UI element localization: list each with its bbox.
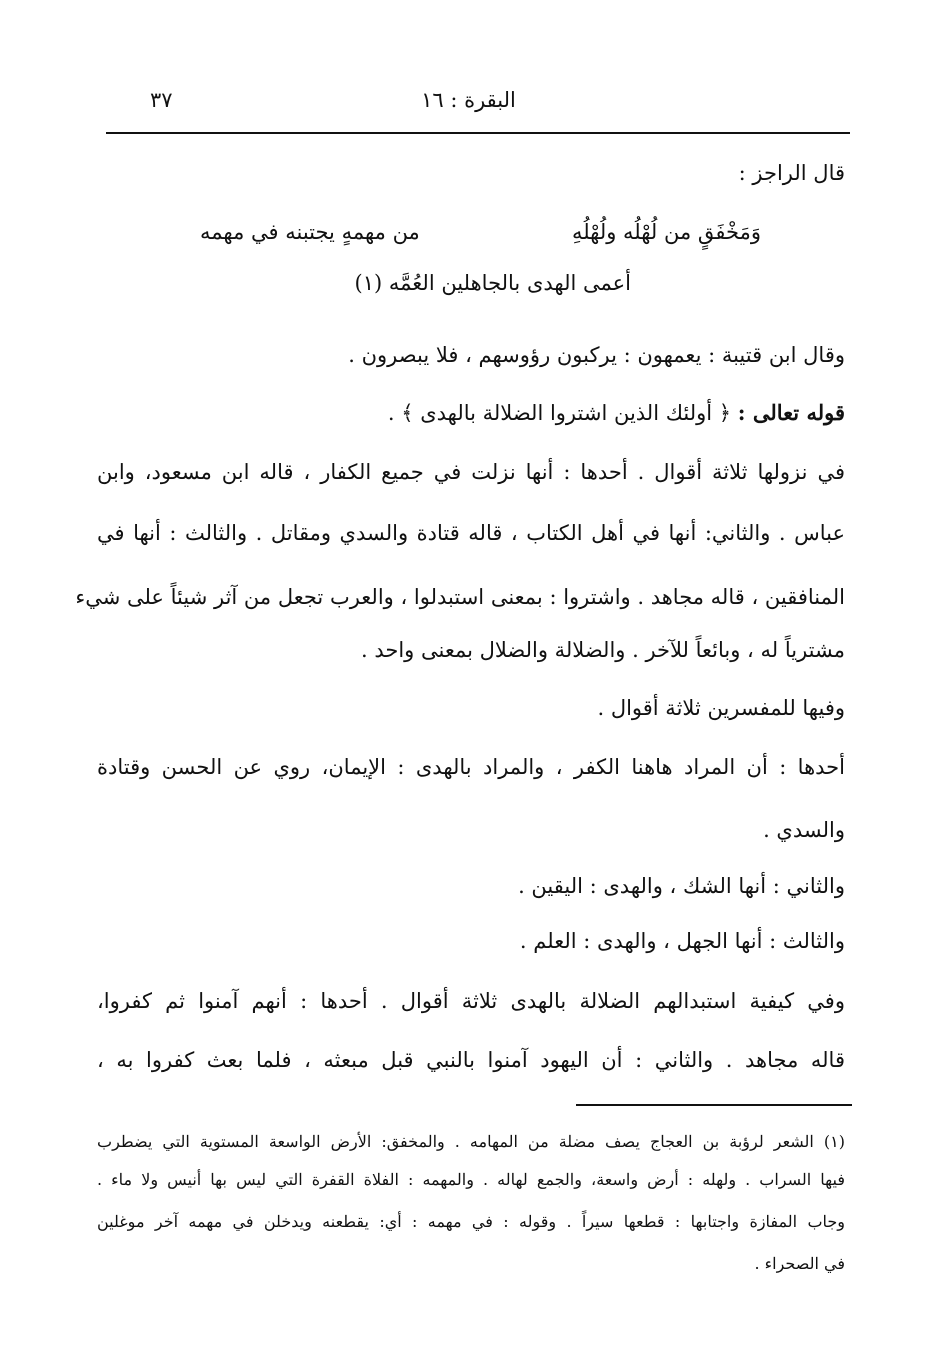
verse-text: ﴿ أولئك الذين اشتروا الضلالة بالهدى ﴾ . — [387, 401, 732, 425]
paragraph-line: أحدها : أن المراد هاهنا الكفر ، والمراد بالهدى : الإيمان، روي عن الحسن وقتادة — [97, 755, 845, 779]
paragraph-line: وفيها للمفسرين ثلاثة أقوال . — [597, 696, 845, 720]
paragraph-line: قاله مجاهد . والثاني : أن اليهود آمنوا بالنبي قبل مبعثه ، فلما بعث كفروا به ، — [97, 1048, 845, 1072]
footnote-rule — [576, 1104, 852, 1106]
paragraph-line: والثاني : أنها الشك ، والهدى : اليقين . — [518, 874, 845, 898]
paragraph-line: في نزولها ثلاثة أقوال . أحدها : أنها نزلت في جميع الكفار ، قاله ابن مسعود، وابن — [97, 460, 845, 484]
poem-intro: قال الراجز : — [738, 161, 845, 185]
ibn-qutayba-line: وقال ابن قتيبة : يعمهون : يركبون رؤوسهم ، فلا يبصرون . — [348, 343, 845, 367]
verse-hemistich-right: وَمَخْفَقٍ من لُهْلُه ولُهْلُهِ — [571, 220, 761, 244]
verse-line-2: أعمى الهدى بالجاهلين العُمَّه (١) — [354, 271, 631, 295]
quran-verse-line — [388, 398, 845, 428]
paragraph-line: والثالث : أنها الجهل ، والهدى : العلم . — [519, 929, 845, 953]
paragraph-line: وفي كيفية استبدالهم الضلالة بالهدى ثلاثة أقوال . أحدها : أنهم آمنوا ثم كفروا، — [97, 989, 845, 1013]
paragraph-line: مشترياً له ، وبائعاً للآخر . والضلالة والضلال بمعنى واحد . — [360, 638, 845, 662]
page-number: ٣٧ — [150, 88, 173, 112]
paragraph-line: والسدي . — [763, 818, 845, 842]
paragraph-line: عباس . والثاني: أنها في أهل الكتاب ، قاله قتادة والسدي ومقاتل . والثالث : أنها في — [97, 521, 845, 545]
footnote-line: فيها السراب . ولهله : أرض واسعة، والجمع لهاله . والمهمه : الفلاة القفرة التي ليس بها أنيس ولا ماء . — [97, 1170, 845, 1189]
footnote-line: وجاب المفازة واجتابها : قطعها سيراً . وقوله : في مهمه : أي: يقطعنه ويدخلن في مهمه آخر موغلين — [97, 1212, 845, 1231]
running-head: البقرة : ١٦ — [421, 88, 516, 112]
footnote-line: (١) الشعر لرؤبة بن العجاج يصف مضلة من المهامه . والمخفق: الأرض الواسعة المستوية التي يضطرب — [97, 1132, 845, 1151]
footnote-line: في الصحراء . — [754, 1254, 845, 1273]
paragraph-line: المنافقين ، قاله مجاهد . واشتروا : بمعنى استبدلوا ، والعرب تجعل من آثر شيئاً على شيء — [75, 585, 845, 609]
header-rule — [106, 132, 850, 134]
verse-hemistich-left: من مهمهٍ يجتبنه في مهمه — [200, 220, 420, 244]
verse-label: قوله تعالى : — [737, 400, 845, 425]
